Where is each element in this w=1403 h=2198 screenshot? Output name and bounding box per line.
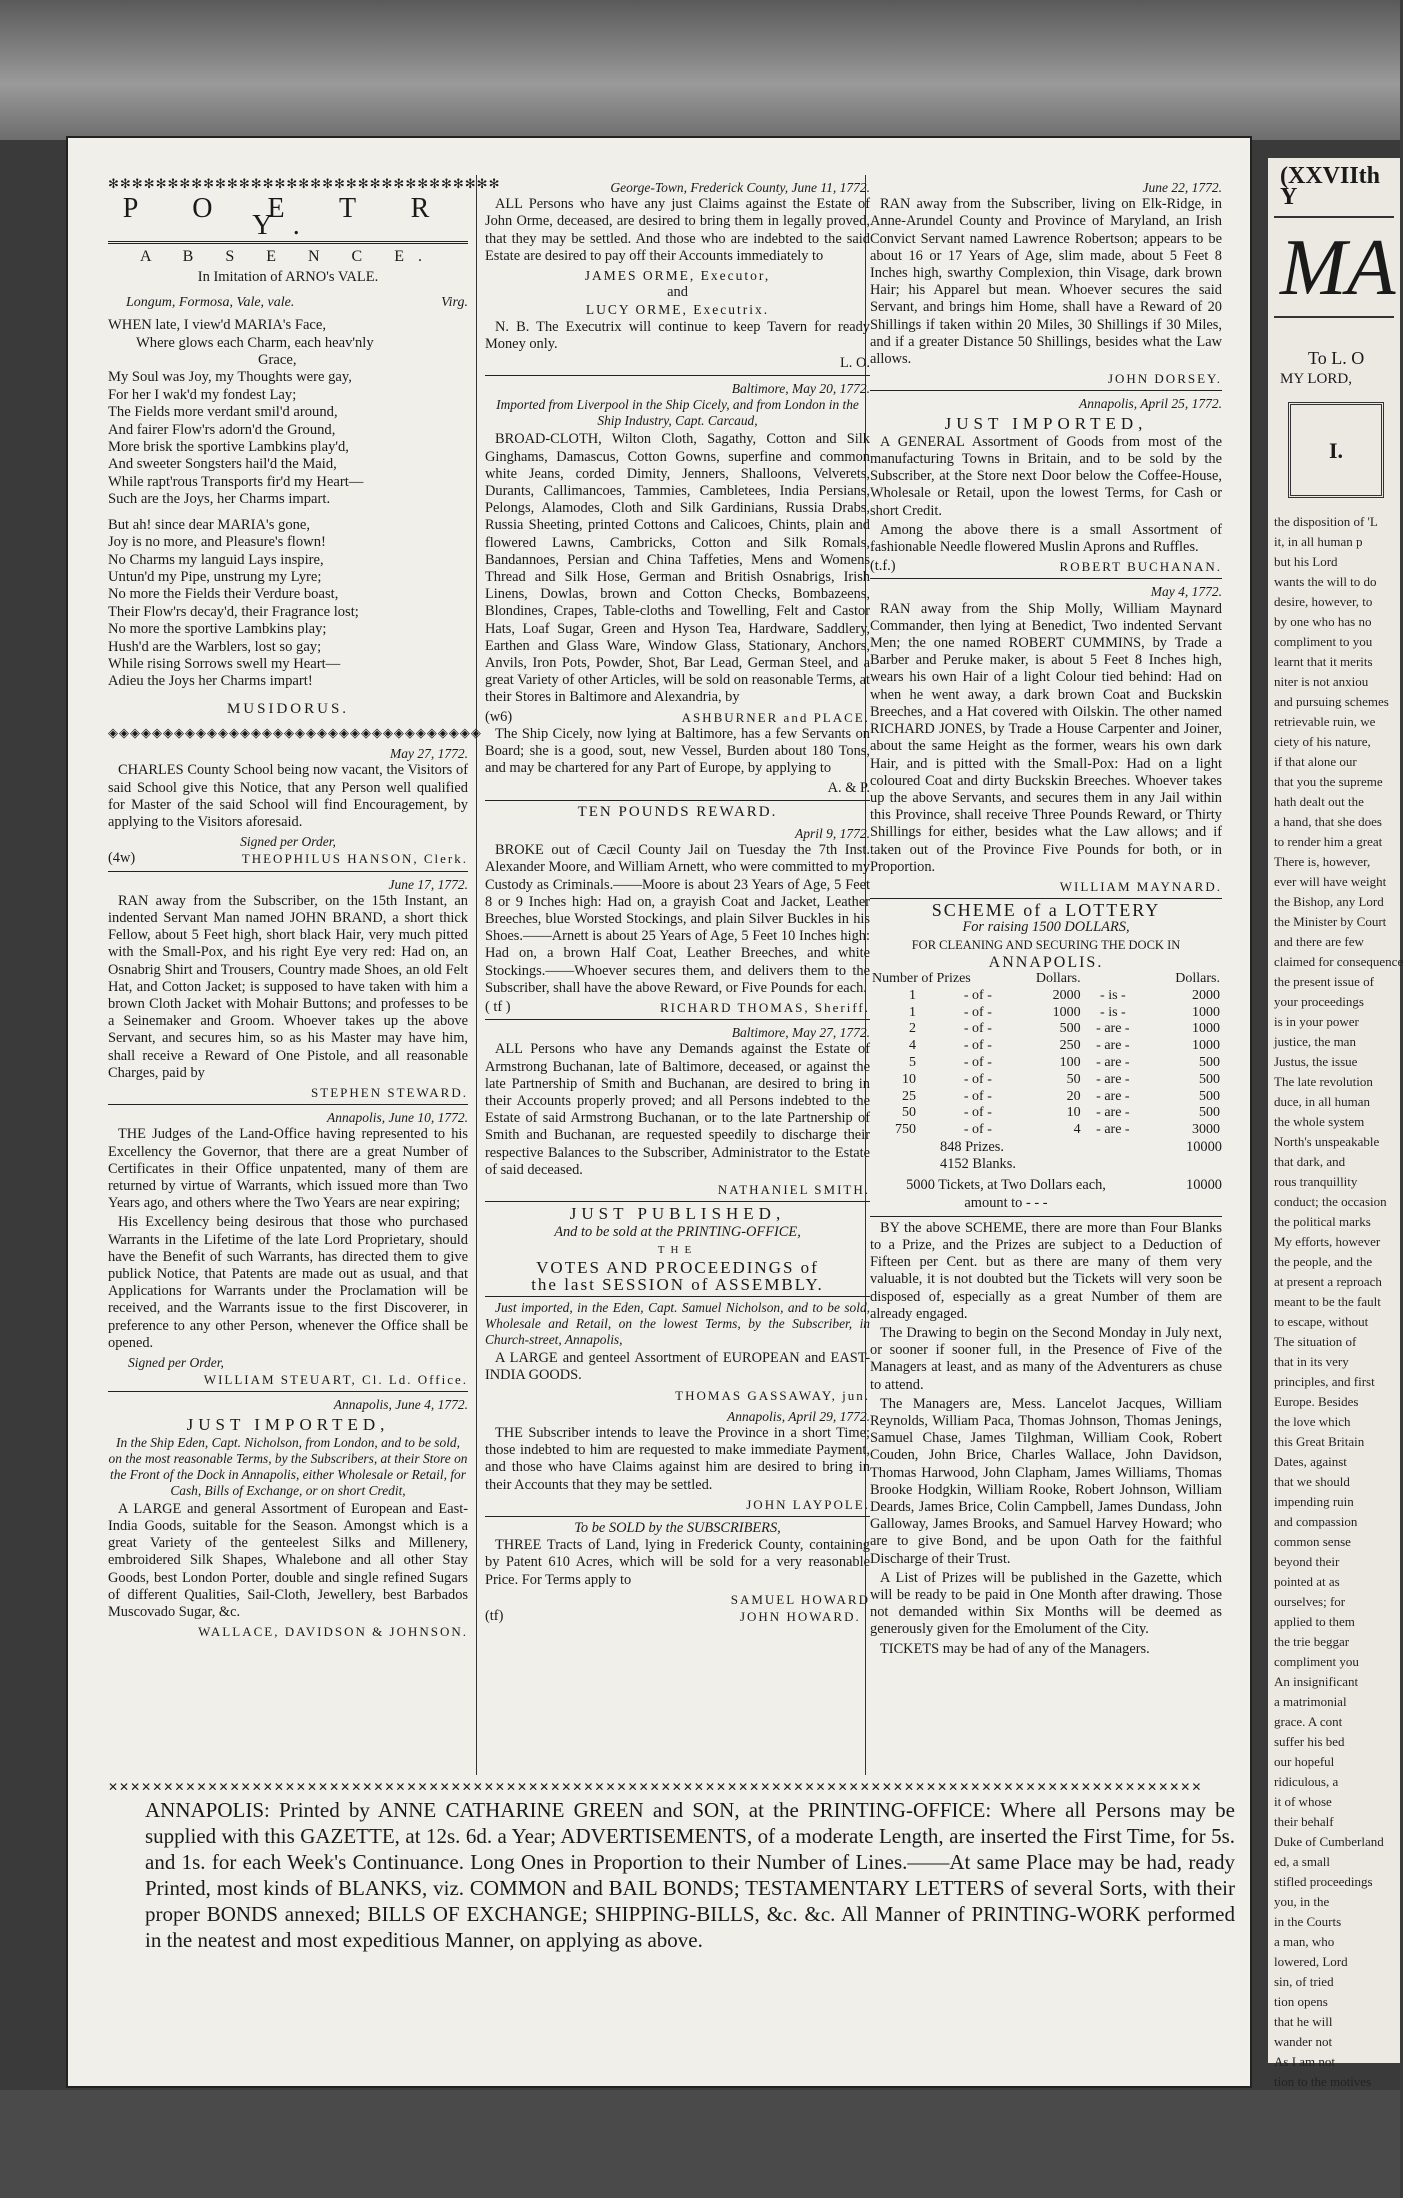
lottery-cell: 5	[909, 1054, 916, 1070]
ornamental-border: ✻✻✻✻✻✻✻✻✻✻✻✻✻✻✻✻✻✻✻✻✻✻✻✻✻✻✻✻✻✻✻✻✻	[108, 176, 501, 191]
ad-text: His Excellency being desirous that those who purchased Warrants in the Lifetime of the late Lord Proprietary, should have the Benefit of such Warrants, has directed them to give publick Notice, that Patents are made out as usual, and that Applications for Warrants under the Proclamation will be received, and the Warrants issue to the first Discoverer, in preference to any other Person, whenever the Office shall be opened.	[108, 1214, 468, 1351]
ad-text: RAN away from the Subscriber, on the 15th Instant, an indented Servant Man named JOHN BRAND, a short thick Fellow, about 5 Feet high, short black Hair, very much pitted with the Small-Pox, and his right Eye very red: Had on, an Osnabrig Shirt and Trousers, Country made Shoes, an old Felt Hat, and Cotton Jacket; is supposed to have taken with him a brown Cloth Jacket with Mohair Buttons; and professes to be a Seinemaker and Groom. Whoever takes up the above Servant, and secures him, so as his Master may have him, shall receive a Reward of One Pistole, and all reasonable Charges, paid by	[108, 892, 468, 1081]
ad-signed: Signed per Order,	[240, 834, 336, 850]
lottery-city: ANNAPOLIS.	[988, 953, 1104, 971]
lottery-cell: 4	[1073, 1122, 1081, 1138]
adjacent-text-line: ridiculous, a	[1274, 1774, 1339, 1789]
lottery-row	[870, 1038, 1222, 1055]
ad-date: Annapolis, June 10, 1772.	[327, 1110, 468, 1126]
poem-line: The Fields more verdant smil'd around,	[108, 404, 338, 421]
adjacent-text-line: the political marks	[1274, 1214, 1371, 1229]
adjacent-text-line: An insignificant	[1274, 1674, 1359, 1689]
ad-note: N. B. The Executrix will continue to keep Tavern for ready Money only.	[485, 318, 870, 352]
lottery-text: A List of Prizes will be published in the Gazette, which will be ready to be paid in One Month after drawing. Those not demanded within Six Months will be deemed as generously given for the Emolument of the City.	[870, 1569, 1222, 1638]
ad-date: June 22, 1772.	[1142, 180, 1222, 195]
adjacent-text-line: conduct; the occasion	[1274, 1194, 1387, 1209]
ad-text: ALL Persons who have any just Claims against the Estate of John Orme, deceased, are desired to bring them in legally proved, that they may be settled. And those who are indebted to the said Estate are desired to pay off their Accounts immediately to	[485, 196, 870, 264]
ad-text: Among the above there is a small Assortment of fashionable Needle flowered Muslin Aprons and Ruffles.	[870, 521, 1222, 556]
poem-subtitle: In Imitation of ARNO's VALE.	[197, 268, 379, 285]
adjacent-text-line: it of whose	[1274, 1794, 1332, 1809]
poem-line: No Charms my languid Lays inspire,	[108, 551, 324, 568]
lottery-cell: - of -	[963, 1105, 992, 1121]
poem-line: But ah! since dear MARIA's gone,	[108, 516, 311, 533]
lottery-tickets-total: 10000	[1186, 1177, 1222, 1194]
ad-text: CHARLES County School being now vacant, the Visitors of said School give this Notice, that any Person well qualified for Master of the said School will find Encouragement, by applying to the Visitors aforesaid.	[108, 762, 468, 830]
lottery-row	[870, 1072, 1222, 1089]
lottery-cell: - is -	[1100, 1004, 1126, 1020]
adjacent-text-line: lowered, Lord	[1274, 1954, 1348, 1969]
poem-line: While rising Sorrows swell my Heart—	[108, 655, 341, 672]
ad-signer: SAMUEL HOWARD	[730, 1591, 870, 1607]
adjacent-text-line: meant to be the fault	[1274, 1294, 1381, 1309]
lottery-cell: - are -	[1096, 1038, 1130, 1054]
lottery-cell: - are -	[1096, 1054, 1130, 1070]
poem-body	[108, 317, 468, 691]
adjacent-text-line: your proceedings	[1274, 994, 1364, 1009]
ad-signer: RICHARD THOMAS, Sheriff.	[659, 999, 870, 1015]
lottery-cell: - are -	[1096, 1088, 1130, 1104]
lottery-text: BY the above SCHEME, there are more than Four Blanks to a Prize, and the Prizes are subject to a Deduction of Fifteen per Cent. but as there are many of them very valuable, it is not doubted but the Tickets will very soon be disposed of, especially as a great Number of them are already engaged.	[870, 1219, 1222, 1322]
ad-date: April 9, 1772.	[794, 825, 870, 841]
lottery-heading: SCHEME of a LOTTERY	[931, 900, 1161, 921]
adjacent-text-line: to escape, without	[1274, 1314, 1369, 1329]
ad-tag: (4w)	[108, 850, 136, 867]
adjacent-text-line: learnt that it merits	[1274, 654, 1373, 669]
adjacent-text-line: and compassion	[1274, 1514, 1358, 1529]
ad-heading: JUST PUBLISHED,	[569, 1204, 786, 1224]
lottery-col-header: Dollars.	[1175, 970, 1220, 986]
ad-tag: (tf)	[485, 1608, 504, 1625]
lottery-cell: - is -	[1100, 987, 1126, 1003]
lottery-row	[870, 1021, 1222, 1038]
ad-text: A GENERAL Assortment of Goods from most of the manufacturing Towns in Britain, and to be sold by the Subscriber, at the Store next Door below the Coffee-House, Wholesale or Retail, upon the lowest Terms, for Cash or short Credit.	[870, 433, 1222, 519]
lottery-row	[870, 1055, 1222, 1072]
adjacent-text-line: North's unspeakable	[1274, 1134, 1380, 1149]
ad-signer: JOHN DORSEY.	[1107, 371, 1222, 387]
ad-date: Baltimore, May 27, 1772.	[731, 1025, 870, 1041]
lottery-purpose: FOR CLEANING AND SECURING THE DOCK IN	[911, 937, 1181, 952]
ad-signer: THOMAS GASSAWAY, jun.	[675, 1387, 870, 1403]
lottery-row	[870, 1005, 1222, 1022]
adjacent-text-line: tion to the motives	[1274, 2074, 1372, 2089]
lottery-cell: - of -	[963, 1038, 992, 1054]
lottery-cell: 1000	[1052, 1004, 1081, 1020]
adjacent-text-line: this Great Britain	[1274, 1434, 1365, 1449]
ad-tag: ( tf )	[485, 998, 511, 1015]
ad-text: The Ship Cicely, now lying at Baltimore, has a few Servants on Board; she is a good, sout, new Vessel, Burden about 180 Tons, and may be chartered for any Part of Europe, by applying to	[485, 725, 870, 777]
lottery-cell: 10	[902, 1071, 916, 1087]
ornamental-border: ✕✕✕✕✕✕✕✕✕✕✕✕✕✕✕✕✕✕✕✕✕✕✕✕✕✕✕✕✕✕✕✕✕✕✕✕✕✕✕✕✕✕✕✕✕✕✕✕✕✕✕✕✕✕✕✕✕✕✕✕✕✕✕✕✕✕✕✕✕✕✕✕✕✕✕✕✕✕✕✕✕✕✕✕✕✕✕✕✕✕✕✕✕✕✕✕✕✕✕	[108, 1780, 1203, 1794]
adjacent-text-line: ciety of his nature,	[1274, 734, 1371, 749]
adjacent-text-line: applied to them	[1274, 1614, 1355, 1629]
lottery-cell: - of -	[963, 1054, 992, 1070]
lottery-cell: 500	[1059, 1021, 1081, 1037]
lottery-cell: - of -	[963, 1088, 992, 1104]
column-rule	[476, 175, 477, 1775]
poem-line: Grace,	[258, 352, 297, 369]
column-3	[870, 175, 1222, 1660]
scan-background	[0, 2090, 1400, 2198]
adjacent-text-line: beyond their	[1274, 1554, 1340, 1569]
ad-text: ALL Persons who have any Demands against the Estate of Armstrong Buchanan, late of Baltimore, deceased, or against the late Partnership of Smith and Buchanan, are desired to bring in their Accounts properly proved; and all Persons indebted to the Estate of said Armstrong Buchanan, or to the late Partnership of Smith and Buchanan, are requested speedily to discharge their respective Balances to the Subscriber, Administrator to the Estate of said deceased.	[485, 1041, 870, 1178]
adjacent-text-line: compliment you	[1274, 1654, 1359, 1669]
adjacent-text-line: to render him a great	[1274, 834, 1383, 849]
lottery-text: TICKETS may be had of any of the Managers.	[880, 1640, 1150, 1657]
adjacent-text-line: compliment to you	[1274, 634, 1373, 649]
adjacent-text-line: the people, and the	[1274, 1254, 1373, 1269]
adjacent-page-header: (XXVIIth Y	[1280, 163, 1381, 210]
ad-and: and	[667, 284, 688, 301]
adjacent-text-line: is in your power	[1274, 1014, 1359, 1029]
ad-signer: ASHBURNER and PLACE.	[681, 709, 870, 725]
adjacent-text-line: and there are few	[1274, 934, 1364, 949]
lottery-cell: 500	[1199, 1054, 1220, 1070]
printer-imprint: ANNAPOLIS: Printed by ANNE CATHARINE GREEN and SON, at the PRINTING-OFFICE: Where all Persons may be supplied with this GAZETTE, at 12s. 6d. a Year; ADVERTISEMENTS, of a moderate Length, are inserted the First Time, for 5s. and 1s. for each Week's Continuance. Long Ones in Proportion to their Number of Lines.——At same Place may be had, ready Printed, most kinds of BLANKS, viz. COMMON and BAIL BONDS; TESTAMENTARY LETTERS of several Sorts, with their proper BONDS annexed; BILLS OF EXCHANGE; SHIPPING-BILLS, &c. &c. All Manner of PRINTING-WORK performed in the neatest and most expeditious Manner, on applying as above.	[145, 1798, 1235, 1952]
lottery-row	[870, 1105, 1222, 1122]
ad-date: Annapolis, April 29, 1772.	[726, 1408, 870, 1424]
publication-title: the last SESSION of ASSEMBLY.	[531, 1274, 824, 1294]
lottery-cell: 1000	[1192, 1004, 1220, 1020]
ad-date: Annapolis, April 25, 1772.	[1078, 396, 1222, 412]
lottery-cell: 1000	[1192, 1021, 1220, 1037]
adjacent-text-line: you, in the	[1274, 1894, 1330, 1909]
lottery-row	[870, 1122, 1222, 1139]
adjacent-text-line: duce, in all human	[1274, 1094, 1371, 1109]
adjacent-text-line: that in its very	[1274, 1354, 1349, 1369]
lottery-blanks: 4152 Blanks.	[940, 1156, 1016, 1173]
adjacent-text-line: suffer his bed	[1274, 1734, 1345, 1749]
lottery-text: The Managers are, Mess. Lancelot Jacques, William Reynolds, William Paca, Thomas Johnson, Thomas Jenings, Samuel Chase, James Tilghman, William Cook, Robert Couden, John Brice, Charles Wallace, John Davidson, Thomas Harwood, John Clapham, James Williams, Thomas Brooke Hodgkin, William Rooke, Robert Johnson, William Deards, James Brice, Colin Campbell, James Dundass, John Galloway, James Brooks, and Samuel Harvey Howard; who are to give Bond, and be upon Oath for the faithful Discharge of their Trust.	[870, 1395, 1222, 1567]
poem-line: No more the Fields their Verdure boast,	[108, 586, 339, 603]
ad-text: A LARGE and general Assortment of European and East-India Goods, suitable for the Season. Amongst which is a great Variety of the genteelest Silks and Millenery, embroidered Silk Shapes, Whalebone and all other Stay Goods, best London Porter, double and single refined Sugars of different Qualities, Sail-Cloth, Jewellery, best Barbados Muscovado Sugar, &c.	[108, 1500, 468, 1621]
adjacent-text-line: a man, who	[1274, 1934, 1335, 1949]
adjacent-text-line: grace. A cont	[1274, 1714, 1343, 1729]
lottery-cell: 2	[909, 1021, 916, 1037]
adjacent-text-line: Duke of Cumberland	[1274, 1834, 1384, 1849]
adjacent-text-line: common sense	[1274, 1534, 1351, 1549]
ad-signer: STEPHEN STEWARD.	[311, 1085, 468, 1101]
adjacent-text-line: wander not	[1274, 2034, 1333, 2049]
adjacent-text-line: tion opens	[1274, 1994, 1328, 2009]
adjacent-text-line: ed, a small	[1274, 1854, 1330, 1869]
ad-heading: TEN POUNDS REWARD.	[577, 803, 778, 820]
adjacent-text-line: ever will have weight	[1274, 874, 1387, 889]
adjacent-text-line: in the Courts	[1274, 1914, 1342, 1929]
ad-date: George-Town, Frederick County, June 11, 1772.	[610, 180, 870, 195]
ad-tag: (t.f.)	[870, 558, 896, 575]
poem-line: WHEN late, I view'd MARIA's Face,	[108, 317, 327, 334]
lottery-total: 10000	[1186, 1138, 1222, 1155]
adjacent-text-line: rous tranquillity	[1274, 1174, 1358, 1189]
ad-date: June 17, 1772.	[388, 876, 468, 892]
adjacent-text-line: principles, and first	[1274, 1374, 1375, 1389]
adjacent-text-line: the love which	[1274, 1414, 1351, 1429]
adjacent-text-line: the Bishop, any Lord	[1274, 894, 1384, 909]
adjacent-my-lord: MY LORD,	[1280, 371, 1352, 387]
lottery-cell: - of -	[963, 1021, 992, 1037]
poem-line: Untun'd my Pipe, unstrung my Lyre;	[108, 568, 322, 585]
ad-date: May 4, 1772.	[1150, 584, 1222, 600]
lottery-cell: 250	[1059, 1038, 1081, 1054]
ad-tag: L. O.	[840, 355, 870, 372]
ad-text: BROAD-CLOTH, Wilton Cloth, Sagathy, Cotton and Silk Ginghams, Damascus, Cotton Gowns, superfine and common white Jeans, corded Dimity, Jenners, Shalloons, Velverets, Durants, Callimancoes, Tammies, Cambletees, India Persians, Pelongs, Alamodes, Cloth and Silk Gardinians, Russia Drabs, Russia Sheeting, printed Cottons and Calicoes, Chints, plain and flowered Lawns, Cambricks, Cotton and Silk Romals, Bandannoes, Persian and China Taffeties, Mens and Womens Thread and Silk Hose, German and British Osnabrigs, Irish Linens, Dowlas, brown and Cotton Checks, Bombazeens, Blondines, Crapes, Table-cloths and Towelling, Felt and Castor Hats, Loaf Sugar, Green and Hyson Tea, Hardware, Saddlery, Earthen and Glass Ware, Window Glass, Stationary, Anchors, Anvils, Iron Pots, Powder, Shot, Bar Lead, German Steel, and a great Variety of other Articles, will be sold on reasonable Terms, at their Stores in Baltimore and Alexandria, by	[485, 431, 870, 706]
scan-background	[0, 0, 1400, 140]
poem-motto: Longum, Formosa, Vale, vale.	[126, 295, 295, 311]
section-heading: P O E T R Y.	[122, 193, 454, 242]
adjacent-text-line: desire, however, to	[1274, 594, 1373, 609]
adjacent-text-line: wants the will to do	[1274, 574, 1377, 589]
ad-tag: (w6)	[485, 708, 513, 725]
adjacent-text-line: sin, of tried	[1274, 1974, 1334, 1989]
lottery-table	[870, 971, 1222, 1139]
lottery-cell: - are -	[1096, 1105, 1130, 1121]
lottery-cell: 4	[909, 1038, 916, 1054]
poem-line: And fairer Flow'rs adorn'd the Ground,	[108, 421, 336, 438]
lottery-tickets: 5000 Tickets, at Two Dollars each, amount to - - -	[906, 1177, 1106, 1211]
ad-signer: ROBERT BUCHANAN.	[1059, 559, 1222, 575]
ad-signer: WILLIAM STEUART, Cl. Ld. Office.	[203, 1372, 468, 1388]
adjacent-page-title: MA	[1280, 224, 1396, 312]
lottery-cell: - are -	[1096, 1021, 1130, 1037]
lottery-cell: 1	[909, 1004, 916, 1020]
adjacent-text-line: hath dealt out the	[1274, 794, 1364, 809]
poem-line: Adieu the Joys her Charms impart!	[108, 673, 313, 690]
ad-signer: JAMES ORME, Executor,	[584, 268, 771, 284]
adjacent-text-line: the disposition of 'L	[1274, 514, 1378, 529]
adjacent-text-line: niter is not anxiou	[1274, 674, 1369, 689]
poem-motto-source: Virg.	[441, 295, 468, 311]
poem-line: Such are the Joys, her Charms impart.	[108, 491, 331, 508]
adjacent-to-line: To L. O	[1308, 348, 1365, 368]
adjacent-text-line: The late revolution	[1274, 1074, 1373, 1089]
adjacent-text-line: the whole system	[1274, 1114, 1365, 1129]
ad-date: May 27, 1772.	[390, 746, 468, 762]
lottery-cell: 50	[902, 1105, 916, 1121]
adjacent-text-line: the present issue of	[1274, 974, 1375, 989]
ad-signer: NATHANIEL SMITH.	[717, 1181, 870, 1197]
adjacent-text-line: claimed for consequence	[1274, 954, 1403, 969]
adjacent-text-line: pointed at as	[1274, 1574, 1340, 1589]
adjacent-text-line: that you the supreme	[1274, 774, 1383, 789]
adjacent-text-line: at present a reproach	[1274, 1274, 1382, 1289]
ad-signer: JOHN HOWARD.	[739, 1609, 861, 1625]
adjacent-text-line: the trie beggar	[1274, 1634, 1350, 1649]
adjacent-text-line: stifled proceedings	[1274, 1874, 1373, 1889]
lottery-cell: 100	[1059, 1054, 1081, 1070]
poem-line: Hush'd are the Warblers, lost so gay;	[108, 638, 322, 655]
lottery-cell: 25	[902, 1088, 916, 1104]
lottery-cell: - are -	[1096, 1071, 1130, 1087]
ad-text: A LARGE and genteel Assortment of EUROPEAN and EAST-INDIA GOODS.	[485, 1350, 870, 1384]
adjacent-text-line: their behalf	[1274, 1814, 1334, 1829]
poem-line	[108, 509, 468, 517]
ad-signer: WALLACE, DAVIDSON & JOHNSON.	[198, 1624, 468, 1640]
poem-line: No more the sportive Lambkins play;	[108, 621, 327, 638]
lottery-cell: 10	[1066, 1105, 1081, 1121]
ornament-initial-icon	[1288, 402, 1384, 498]
adjacent-text-line: retrievable ruin, we	[1274, 714, 1376, 729]
adjacent-text-line: justice, the man	[1274, 1034, 1356, 1049]
lottery-cell: - of -	[963, 987, 992, 1003]
lottery-cell: - of -	[963, 1004, 992, 1020]
ad-subheading: Imported from Liverpool in the Ship Cicely, and from London in the Ship Industry, Capt. Carcaud,	[496, 397, 859, 429]
ad-subheading: Just imported, in the Eden, Capt. Samuel Nicholson, and to be sold, Wholesale and Retail, on the lowest Terms, by the Subscriber, in Church-street, Annapolis,	[485, 1300, 870, 1348]
ad-signer: THEOPHILUS HANSON, Clerk.	[241, 851, 468, 867]
ad-the: THE	[657, 1243, 698, 1256]
ad-signer: JOHN LAYPOLE.	[746, 1496, 870, 1512]
ad-text: BROKE out of Cæcil County Jail on Tuesday the 7th Inst. Alexander Moore, and William Arnett, who were committed to my Custody as Criminals.——Moore is about 23 Years of Age, 5 Feet 8 or 9 Inches high: Had on, a grayish Coat and Jacket, Leather Breeches, blue Worsted Stockings, and plain Silver Buckles in his Shoes.——Arnett is about 25 Years of Age, 5 Feet 10 Inches high: Had on, a brown Half Coat, Leather Breeches, and white Stockings.——Whoever secures them, and delivers them to the Subscriber, shall have the above Reward, or Five Pounds for each.	[485, 842, 870, 996]
adjacent-text-line: that he will	[1274, 2014, 1333, 2029]
lottery-cell: 3000	[1192, 1122, 1220, 1138]
lottery-cell: - of -	[963, 1122, 992, 1138]
ad-tag: A. & P.	[827, 779, 870, 796]
adjacent-text-line: a matrimonial	[1274, 1694, 1347, 1709]
lottery-prizes: 848 Prizes.	[940, 1138, 1004, 1155]
adjacent-text-line: Europe. Besides	[1274, 1394, 1359, 1409]
adjacent-text-line: but his Lord	[1274, 554, 1338, 569]
lottery-cell: 2000	[1052, 987, 1081, 1003]
adjacent-text-line: There is, however,	[1274, 854, 1371, 869]
lottery-cell: 500	[1199, 1105, 1220, 1121]
adjacent-text-line: by one who has no	[1274, 614, 1372, 629]
lottery-row	[870, 988, 1222, 1005]
adjacent-text-line: if that alone our	[1274, 754, 1357, 769]
poem-title: A B S E N C E.	[139, 247, 436, 265]
ad-date: Baltimore, May 20, 1772.	[731, 381, 870, 397]
adjacent-page	[1268, 158, 1403, 2089]
lottery-cell: 500	[1199, 1088, 1220, 1104]
lottery-cell: 50	[1066, 1071, 1081, 1087]
adjacent-text-line: that dark, and	[1274, 1154, 1346, 1169]
ad-heading: JUST IMPORTED,	[186, 1414, 390, 1434]
ad-signer: WILLIAM MAYNARD.	[1059, 878, 1222, 894]
lottery-cell: 1000	[1192, 1038, 1220, 1054]
adjacent-text-line: The situation of	[1274, 1334, 1357, 1349]
lottery-row	[870, 1089, 1222, 1106]
ornamental-border: ◈◈◈◈◈◈◈◈◈◈◈◈◈◈◈◈◈◈◈◈◈◈◈◈◈◈◈◈◈◈◈◈◈◈	[108, 724, 482, 740]
adjacent-text-line: that we should	[1274, 1474, 1350, 1489]
lottery-cell: 500	[1199, 1071, 1220, 1087]
poem-line: And sweeter Songsters hail'd the Maid,	[108, 456, 337, 473]
lottery-cell: 750	[895, 1122, 916, 1138]
adjacent-text-line: My efforts, however	[1274, 1234, 1381, 1249]
publication-title: VOTES AND PROCEEDINGS of	[536, 1257, 819, 1277]
lottery-col-header: Dollars.	[1035, 970, 1081, 986]
lottery-cell: 20	[1066, 1088, 1081, 1104]
column-2	[485, 175, 870, 1625]
lottery-text: The Drawing to begin on the Second Monday in July next, or sooner if sooner full, in the Presence of Five of the Managers at least, and as many of the Adventurers as chuse to attend.	[870, 1324, 1222, 1393]
adjacent-text-line: Justus, the issue	[1274, 1054, 1358, 1069]
ad-signed: Signed per Order,	[128, 1355, 224, 1371]
poem-line: More brisk the sportive Lambkins play'd,	[108, 439, 349, 456]
adjacent-text-line: it, in all human p	[1274, 534, 1363, 549]
poem-line: For her I wak'd my fondest Lay;	[108, 386, 297, 403]
poem-line: My Soul was Joy, my Thoughts were gay,	[108, 369, 352, 386]
lottery-cell: - of -	[963, 1071, 992, 1087]
adjacent-text-line: the Minister by Court	[1274, 914, 1387, 929]
ad-text: THREE Tracts of Land, lying in Frederick County, containing by Patent 610 Acres, which will be sold for a very reasonable Price. For Terms apply to	[485, 1537, 870, 1588]
ad-subheading: And to be sold at the PRINTING-OFFICE,	[554, 1224, 801, 1241]
lottery-cell: 1	[909, 987, 916, 1003]
ad-subheading: To be SOLD by the SUBSCRIBERS,	[574, 1520, 781, 1537]
ornament-letter: I.	[1328, 437, 1344, 463]
adjacent-text-line: our hopeful	[1274, 1754, 1335, 1769]
adjacent-text-line: impending ruin	[1274, 1494, 1354, 1509]
ad-heading: JUST IMPORTED,	[944, 413, 1148, 433]
poem-line: Where glows each Charm, each heav'nly	[136, 334, 374, 351]
ad-signer: LUCY ORME, Executrix.	[585, 302, 770, 318]
lottery-subheading: For raising 1500 DOLLARS,	[962, 919, 1130, 936]
ad-text: RAN away from the Ship Molly, William Maynard Commander, then lying at Benedict, Two indented Servant Men; the one named ROBERT CUMMINS, by Trade a Barber and Peruke maker, is about 5 Feet 8 Inches high, wears his own Hair of a light Colour tied behind: Had on when he went away, a dark brown Coat and Buckskin Breeches, and a Hat covered with Oilskin. The other named RICHARD JONES, by Trade a House Carpenter and Joiner, about the same Height as the former, wears his own dark Hair, and is pitted with the Small-Pox: Had on a light coloured Coat and dirty Buckskin Breeches. Whoever takes up the above Servants, and secures them in any Jail within this Province, shall receive Three Pounds Reward, or Thirty Shillings for either, besides what the Law allows; and if taken out of the Province Five Pounds for both, or in Proportion.	[870, 600, 1222, 875]
adjacent-page-text	[1274, 512, 1403, 2092]
adjacent-text-line: ourselves; for	[1274, 1594, 1346, 1609]
adjacent-text-line: As I am not	[1274, 2054, 1336, 2069]
poem-line: Their Flow'rs decay'd, their Fragrance lost;	[108, 603, 359, 620]
lottery-col-header: Number of Prizes	[872, 970, 971, 986]
adjacent-text-line: and pursuing schemes	[1274, 694, 1389, 709]
ad-date: Annapolis, June 4, 1772.	[333, 1397, 468, 1413]
ad-subheading: In the Ship Eden, Capt. Nicholson, from London, and to be sold, on the most reasonable Terms, by the Subscribers, at their Store on the Front of the Dock in Annapolis, either Wholesale or Retail, for Cash, Bills of Exchange, or on short Credit,	[108, 1434, 468, 1498]
ad-text: THE Judges of the Land-Office having represented to his Excellency the Governor, that there are a great Number of Certificates in their Office unpatented, many of them are returned by virtue of Warrants, which issued more than Two Years ago, and others where the Two Years are near expiring;	[108, 1126, 468, 1212]
ad-text: RAN away from the Subscriber, living on Elk-Ridge, in Anne-Arundel County and Province of Maryland, an Irish Convict Servant named Lawrence Robertson; appears to be about 16 or 17 Years of Age, slim made, about 5 Feet 8 Inches high, swarthy Complexion, thin Visage, dark brown Hair; his Apparel but mean. Whoever secures the said Servant, and brings him Home, shall have a Reward of 20 Shillings if taken within 20 Miles, 30 Shillings if 30 Miles, and if a greater Distance 50 Shillings, besides what the Law allows.	[870, 196, 1222, 368]
poem-line: Joy is no more, and Pleasure's flown!	[108, 534, 326, 551]
adjacent-text-line: a hand, that she does	[1274, 814, 1382, 829]
lottery-cell: 2000	[1192, 987, 1220, 1003]
poem-author: MUSIDORUS.	[226, 700, 350, 717]
ad-text: THE Subscriber intends to leave the Province in a short Time; those indebted to him are requested to make immediate Payment, and those who have Claims against him are desired to bring in their Accounts that they may be settled.	[485, 1425, 870, 1493]
lottery-cell: - are -	[1096, 1122, 1130, 1138]
poem-line: While rapt'rous Transports fir'd my Heart—	[108, 473, 364, 490]
adjacent-text-line: Dates, against	[1274, 1454, 1347, 1469]
